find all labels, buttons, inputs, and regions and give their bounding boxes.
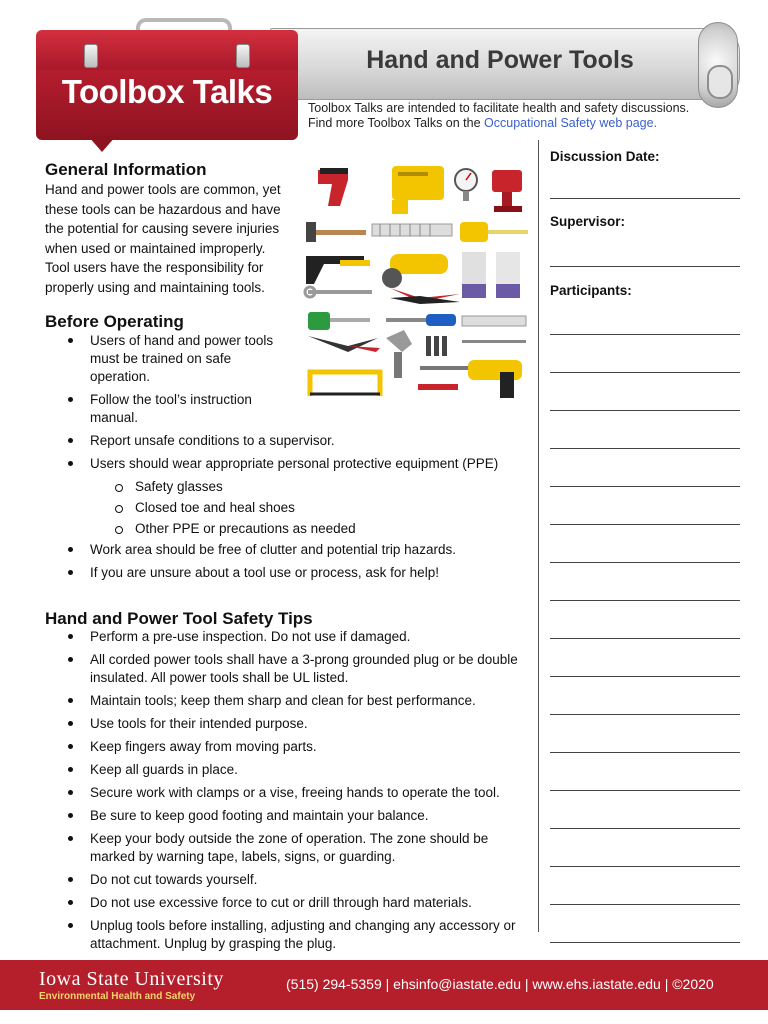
rivet-gun-icon	[306, 256, 370, 284]
list-item: Closed toe and heal shoes	[45, 499, 525, 517]
staple-gun-icon	[318, 168, 348, 206]
socket-set-icon	[462, 316, 526, 326]
participant-line	[550, 600, 740, 601]
participants-label: Participants:	[550, 283, 632, 298]
angle-grinder-icon	[382, 254, 448, 288]
wrench-icon	[305, 287, 372, 297]
list-item: Keep fingers away from moving parts.	[45, 738, 533, 756]
participant-line	[550, 714, 740, 715]
participant-line	[550, 562, 740, 563]
participant-line	[550, 942, 740, 943]
university-name: Iowa State University	[39, 968, 224, 990]
before-operating-heading: Before Operating	[45, 312, 184, 331]
participant-line	[550, 676, 740, 677]
level-icon	[308, 312, 370, 330]
list-item: Other PPE or precautions as needed	[45, 520, 525, 538]
participant-line	[550, 486, 740, 487]
supervisor-label: Supervisor:	[550, 214, 626, 229]
participant-line	[550, 334, 740, 335]
column-divider	[538, 140, 539, 932]
participant-line	[550, 372, 740, 373]
participant-line	[550, 752, 740, 753]
list-item: Be sure to keep good footing and maintain your balance.	[45, 807, 533, 825]
supervisor-line	[550, 266, 740, 267]
list-item: Users of hand and power tools must be trained on safe operation.	[45, 332, 285, 386]
screwdriver-icon	[386, 314, 456, 326]
vise-icon	[492, 170, 522, 212]
list-item: Users should wear appropriate personal protective equipment (PPE)	[45, 455, 525, 473]
toolbox-logo	[36, 18, 298, 150]
list-item: Perform a pre-use inspection. Do not use if damaged.	[45, 628, 533, 646]
participant-line	[550, 524, 740, 525]
intro-text: Toolbox Talks are intended to facilitate health and safety discussions. Find more Toolbox Talks on the Occupational Safety web page.	[308, 101, 690, 130]
list-item: Secure work with clamps or a vise, freeing hands to operate the tool.	[45, 784, 533, 802]
list-item: Use tools for their intended purpose.	[45, 715, 533, 733]
latch-icon	[84, 44, 98, 68]
participant-line	[550, 448, 740, 449]
participant-line	[550, 790, 740, 791]
participant-line	[550, 866, 740, 867]
bit-set-icon	[372, 224, 452, 236]
logo-text: Toolbox Talks	[61, 73, 273, 110]
scroll-curl-icon	[698, 22, 738, 108]
list-item: Keep your body outside the zone of operation. The zone should be marked by warning tape, labels, signs, or guarding.	[45, 830, 533, 866]
tape-measure-icon	[460, 222, 528, 242]
hammer-icon	[306, 222, 366, 242]
list-item: Do not use excessive force to cut or drill through hard materials.	[45, 894, 533, 912]
list-item: All corded power tools shall have a 3-prong grounded plug or be double insulated. All power tools shall be UL listed.	[45, 651, 533, 687]
gauge-icon	[455, 169, 477, 201]
department-name: Environmental Health and Safety	[39, 991, 196, 1002]
participant-line	[550, 828, 740, 829]
list-item: Follow the tool’s instruction manual.	[45, 391, 285, 427]
list-item: Maintain tools; keep them sharp and clean for best performance.	[45, 692, 533, 710]
list-item: Unplug tools before installing, adjusting and changing any accessory or attachment. Unplug by grasping the plug.	[45, 917, 533, 953]
work-gloves-icon	[462, 252, 520, 298]
before-operating-list	[45, 332, 525, 587]
list-item: Work area should be free of clutter and potential trip hazards.	[45, 541, 525, 559]
pliers-icon	[390, 288, 460, 304]
page-title: Hand and Power Tools	[366, 46, 634, 74]
list-item: If you are unsure about a tool use or process, ask for help!	[45, 564, 525, 582]
list-item: Safety glasses	[45, 478, 525, 496]
discussion-date-label: Discussion Date:	[550, 149, 660, 164]
list-item: Report unsafe conditions to a supervisor.	[45, 432, 525, 450]
nail-gun-icon	[392, 166, 444, 214]
discussion-date-line	[550, 198, 740, 199]
occupational-safety-link[interactable]: Occupational Safety web page.	[484, 116, 658, 130]
participant-line	[550, 410, 740, 411]
safety-tips-list	[45, 628, 533, 958]
general-info-text: Hand and power tools are common, yet these tools can be hazardous and have the potential for causing severe injuries when used or maintained improperly. Tool users have the responsibility for properly using and maintaining tools.	[45, 182, 281, 295]
general-info-heading: General Information	[45, 160, 207, 179]
safety-tips-heading: Hand and Power Tool Safety Tips	[45, 609, 313, 628]
list-item: Do not cut towards yourself.	[45, 871, 533, 889]
participant-line	[550, 904, 740, 905]
list-item: Keep all guards in place.	[45, 761, 533, 779]
latch-icon	[236, 44, 250, 68]
participant-line	[550, 638, 740, 639]
contact-info: (515) 294-5359 | ehsinfo@iastate.edu | www.ehs.iastate.edu | ©2020	[286, 976, 714, 992]
footer-bar	[0, 960, 768, 1010]
